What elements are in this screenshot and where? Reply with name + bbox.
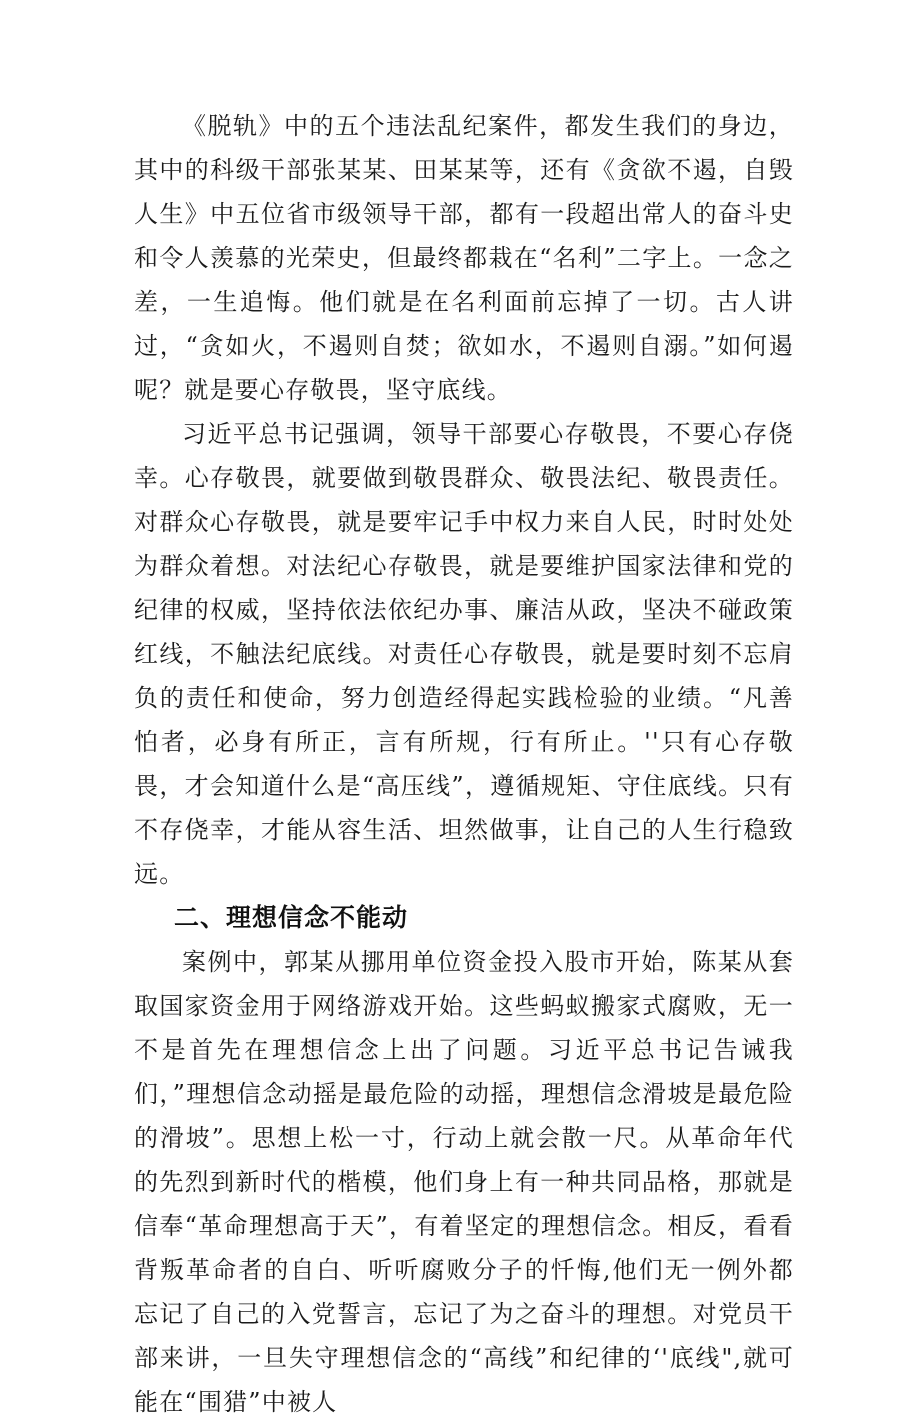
paragraph-3: 案例中，郭某从挪用单位资金投入股市开始，陈某从套取国家资金用于网络游戏开始。这些蚂蚁搬家式腐败，无一不是首先在理想信念上出了问题。习近平总书记告诫我们，”理想信念动摇是最危险的动摇，理想信念滑坡是最危险的滑坡”。思想上松一寸，行动上就会散一尺。从革命年代的先烈到新时代的楷模，他们身上有一种共同品格，那就是信奉“革命理想高于天”，有着坚定的理想信念。相反，看看背叛革命者的自白、听听腐败分子的忏悔,他们无一例外都忘记了自己的入党誓言，忘记了为之奋斗的理想。对党员干部来讲，一旦失守理想信念的“高线”和纪律的‘'底线",就可能在“围猎”中被人 — [134, 948, 794, 1416]
paragraph-1: 《脱轨》中的五个违法乱纪案件，都发生我们的身边，其中的科级干部张某某、田某某等，还有《贪欲不遏，自毁人生》中五位省市级领导干部，都有一段超出常人的奋斗史和令人羡慕的光荣史，但最终都栽在“名利”二字上。一念之差，一生追悔。他们就是在名利面前忘掉了一切。古人讲过，“贪如火，不遏则自焚；欲如水，不遏则自溺。”如何遏呢？就是要心存敬畏，坚守底线。 — [134, 112, 794, 404]
section-heading: 二、理想信念不能动 — [174, 903, 409, 932]
paragraph-2: 习近平总书记强调，领导干部要心存敬畏，不要心存侥幸。心存敬畏，就要做到敬畏群众、敬畏法纪、敬畏责任。对群众心存敬畏，就是要牢记手中权力来自人民，时时处处为群众着想。对法纪心存敬畏，就是要维护国家法律和党的纪律的权威，坚持依法依纪办事、廉洁从政，坚决不碰政策红线，不触法纪底线。对责任心存敬畏，就是要时刻不忘肩负的责任和使命，努力创造经得起实践检验的业绩。“凡善怕者，必身有所正，言有所规，行有所止。''只有心存敬畏，才会知道什么是“高压线”，遵循规矩、守住底线。只有不存侥幸，才能从容生活、坦然做事，让自己的人生行稳致远。 — [134, 420, 794, 888]
document-body — [134, 104, 794, 1424]
